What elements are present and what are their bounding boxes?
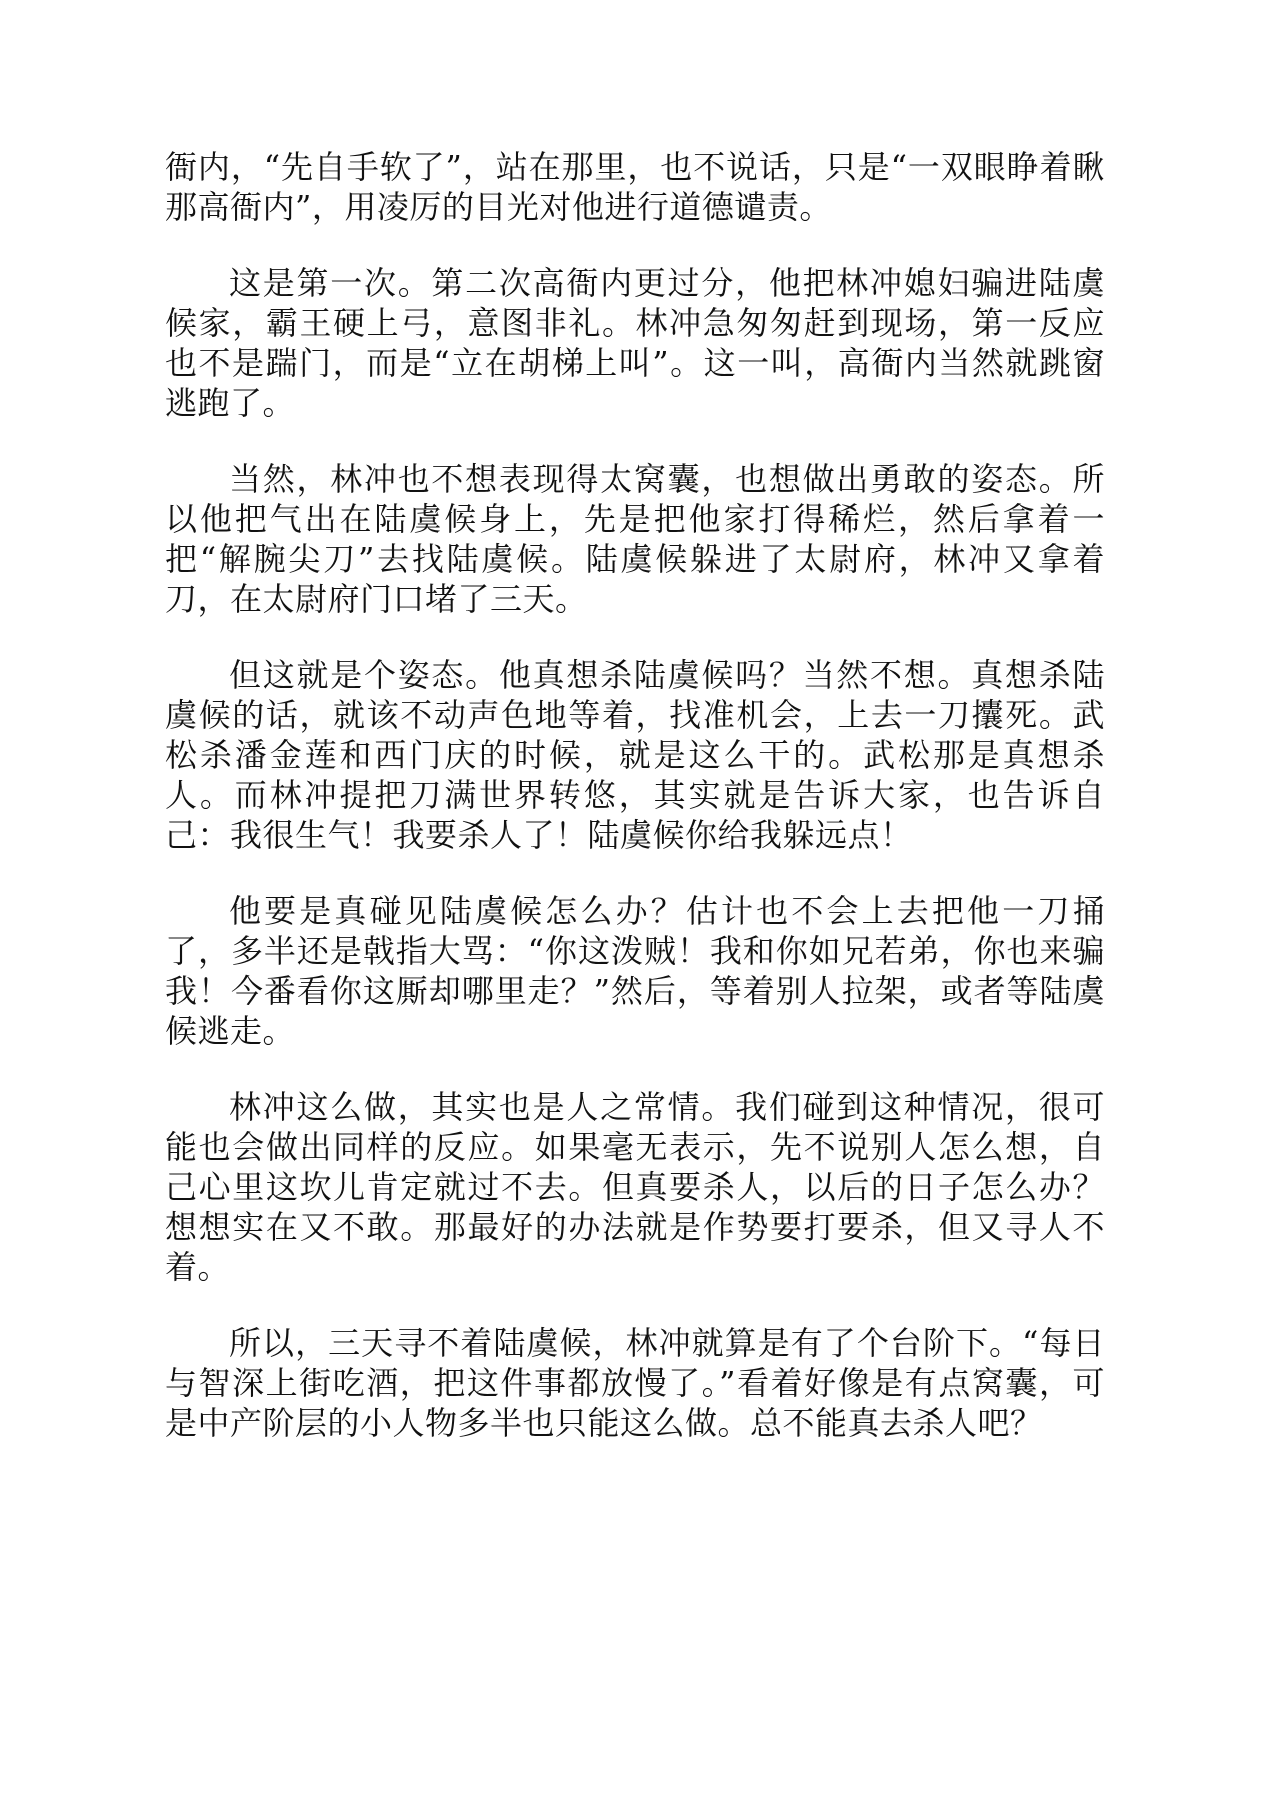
paragraph: 他要是真碰见陆虞候怎么办？估计也不会上去把他一刀捅了，多半还是戟指大骂：“你这泼贼！我和你如兄若弟，你也来骗我！今番看你这厮却哪里走？”然后，等着别人拉架，或者等陆虞候逃走。 — [165, 892, 1105, 1050]
article-body — [165, 147, 1105, 1479]
paragraph: 所以，三天寻不着陆虞候，林冲就算是有了个台阶下。“每日与智深上街吃酒，把这件事都放慢了。”看着好像是有点窝囊，可是中产阶层的小人物多半也只能这么做。总不能真去杀人吧？ — [165, 1324, 1105, 1442]
paragraph-continued: 衙内，“先自手软了”，站在那里，也不说话，只是“一双眼睁着瞅那高衙内”，用凌厉的目光对他进行道德谴责。 — [165, 148, 1105, 226]
paragraph: 这是第一次。第二次高衙内更过分，他把林冲媳妇骗进陆虞候家，霸王硬上弓，意图非礼。林冲急匆匆赶到现场，第一反应也不是踹门，而是“立在胡梯上叫”。这一叫，高衙内当然就跳窗逃跑了。 — [165, 264, 1105, 422]
paragraph: 当然，林冲也不想表现得太窝囊，也想做出勇敢的姿态。所以他把气出在陆虞候身上，先是把他家打得稀烂，然后拿着一把“解腕尖刀”去找陆虞候。陆虞候躲进了太尉府，林冲又拿着刀，在太尉府门口堵了三天。 — [165, 460, 1105, 618]
paragraph: 但这就是个姿态。他真想杀陆虞候吗？当然不想。真想杀陆虞候的话，就该不动声色地等着，找准机会，上去一刀攮死。武松杀潘金莲和西门庆的时候，就是这么干的。武松那是真想杀人。而林冲提把刀满世界转悠，其实就是告诉大家，也告诉自己：我很生气！我要杀人了！陆虞候你给我躲远点！ — [165, 656, 1105, 854]
paragraph: 林冲这么做，其实也是人之常情。我们碰到这种情况，很可能也会做出同样的反应。如果毫无表示，先不说别人怎么想，自己心里这坎儿肯定就过不去。但真要杀人，以后的日子怎么办？想想实在又不敢。那最好的办法就是作势要打要杀，但又寻人不着。 — [165, 1088, 1105, 1286]
